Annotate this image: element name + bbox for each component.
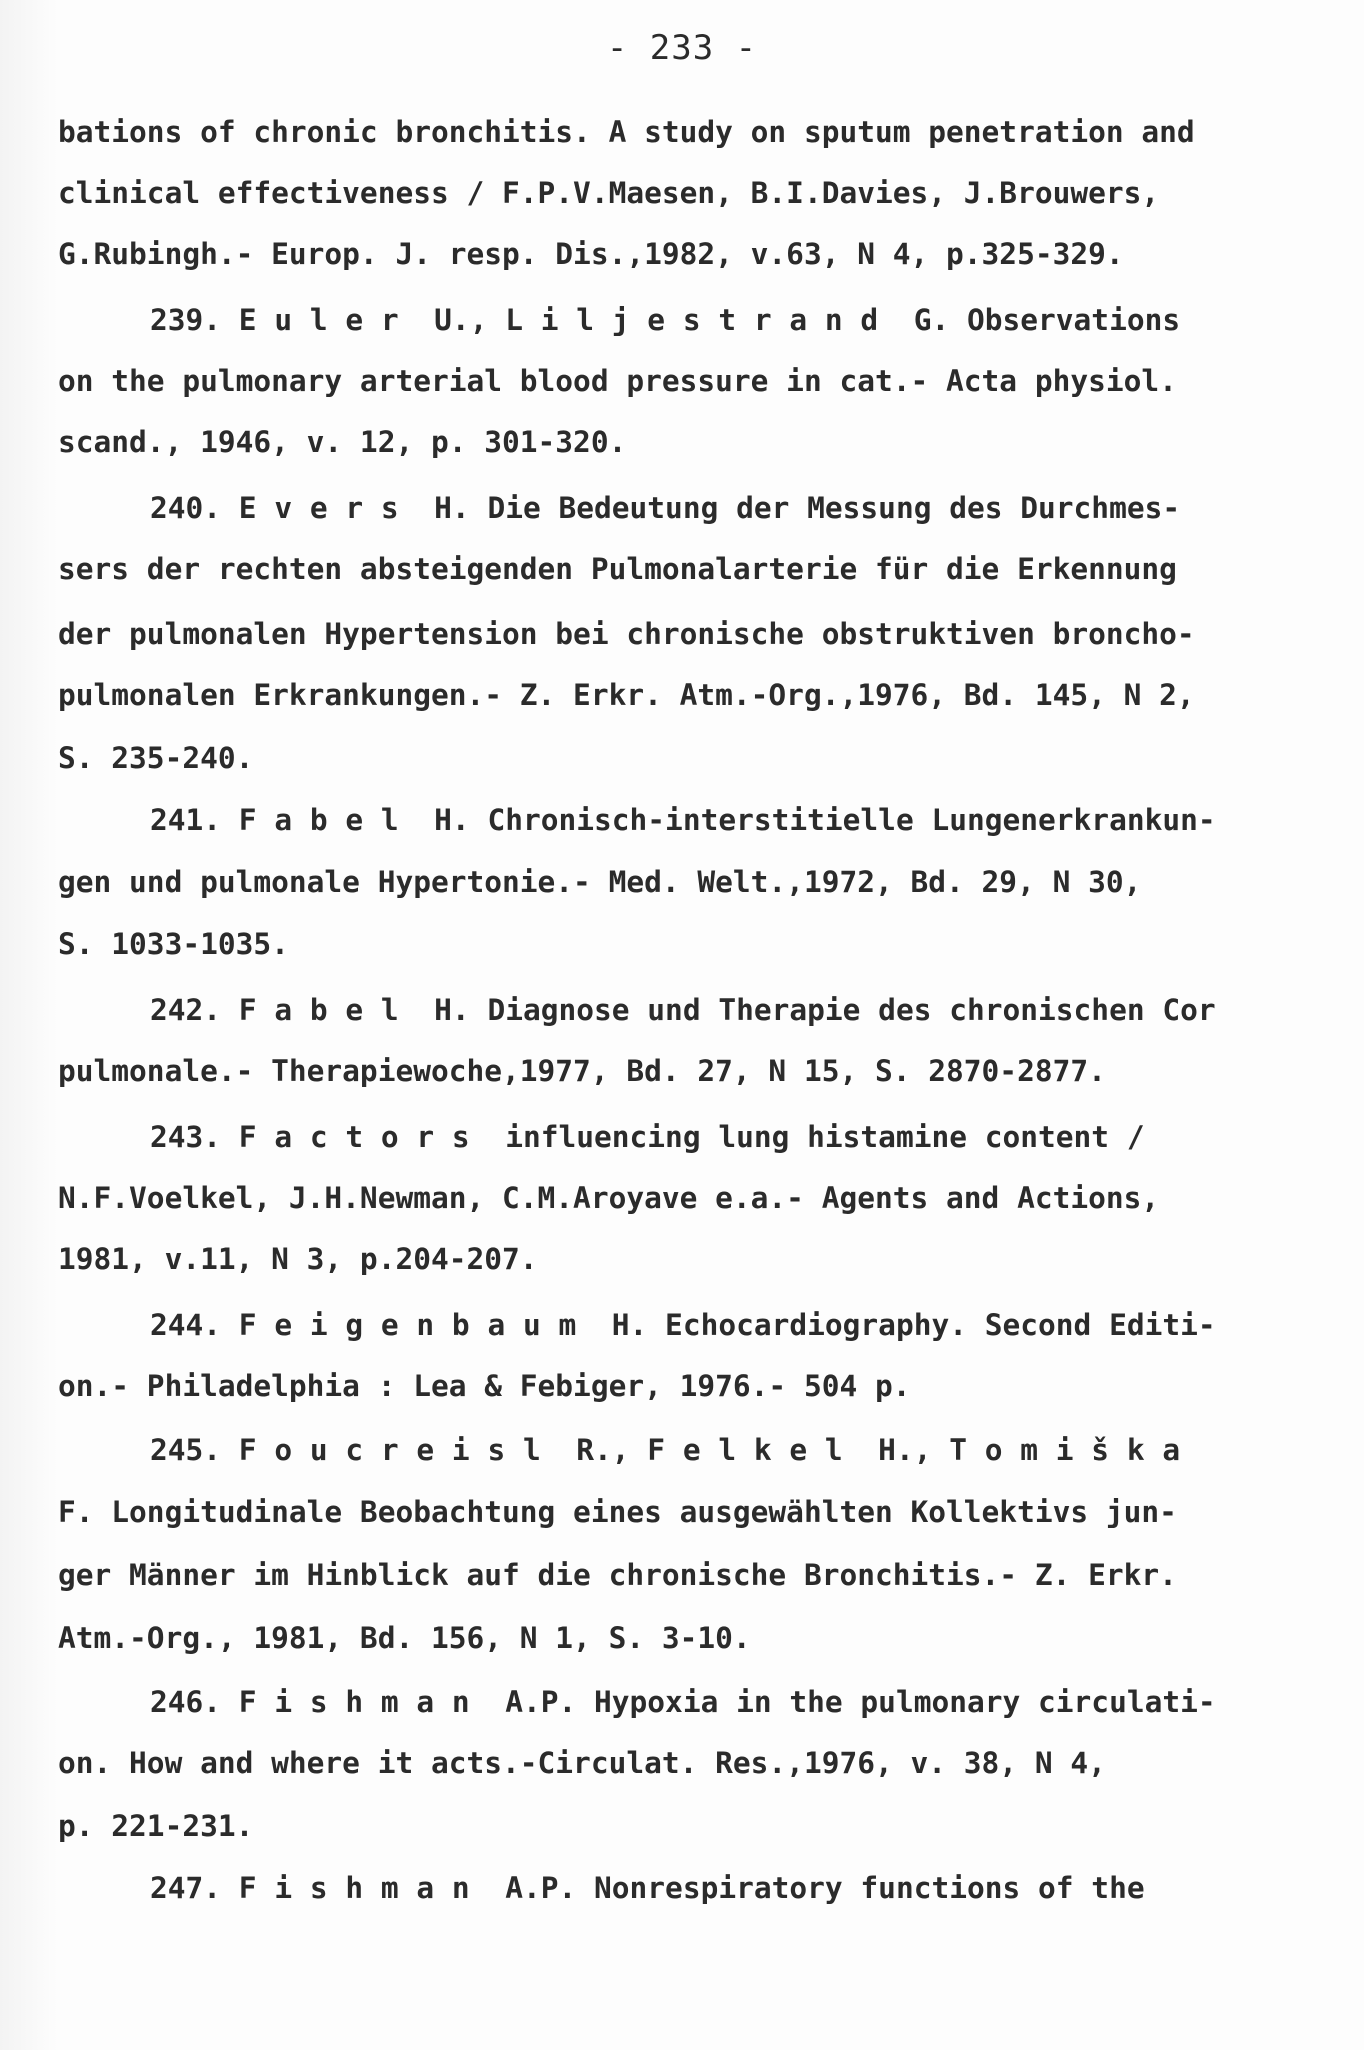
text-line: Atm.-Org., 1981, Bd. 156, N 1, S. 3-10. — [58, 1621, 751, 1655]
bibliography-entry-246: 246. F i s h m a n A.P. Hypoxia in the pulmonary circulati- — [150, 1685, 1216, 1719]
bibliography-entry-241: 241. F a b e l H. Chronisch-interstitielle Lungenerkrankun- — [150, 803, 1216, 837]
text-line: pulmonale.- Therapiewoche,1977, Bd. 27, N 15, S. 2870-2877. — [58, 1054, 1106, 1088]
text-line: S. 235-240. — [58, 741, 254, 775]
bibliography-entry-239: 239. E u l e r U., L i l j e s t r a n d G. Observations — [150, 303, 1181, 337]
text-line: p. 221-231. — [58, 1809, 254, 1843]
text-line: G.Rubingh.- Europ. J. resp. Dis.,1982, v.63, N 4, p.325-329. — [58, 237, 1124, 271]
bibliography-entry-244: 244. F e i g e n b a u m H. Echocardiography. Second Editi- — [150, 1308, 1216, 1342]
text-line: bations of chronic bronchitis. A study on sputum penetration and — [58, 115, 1195, 149]
text-line: ger Männer im Hinblick auf die chronische Bronchitis.- Z. Erkr. — [58, 1558, 1177, 1592]
text-line: on the pulmonary arterial blood pressure in cat.- Acta physiol. — [58, 364, 1177, 398]
bibliography-entry-245: 245. F o u c r e i s l R., F e l k e l H., T o m i š k a — [150, 1433, 1181, 1467]
text-line: 1981, v.11, N 3, p.204-207. — [58, 1242, 538, 1276]
text-line: scand., 1946, v. 12, p. 301-320. — [58, 425, 627, 459]
text-line: F. Longitudinale Beobachtung eines ausgewählten Kollektivs jun- — [58, 1495, 1177, 1529]
text-line: N.F.Voelkel, J.H.Newman, C.M.Aroyave e.a.- Agents and Actions, — [58, 1181, 1160, 1215]
page-number: - 233 - — [606, 28, 758, 68]
bibliography-entry-247: 247. F i s h m a n A.P. Nonrespiratory functions of the — [150, 1871, 1145, 1905]
text-line: on.- Philadelphia : Lea & Febiger, 1976.- 504 p. — [58, 1369, 911, 1403]
bibliography-entry-240: 240. E v e r s H. Die Bedeutung der Messung des Durchmes- — [150, 491, 1181, 525]
text-line: der pulmonalen Hypertension bei chronische obstruktiven broncho- — [58, 617, 1195, 651]
bibliography-entry-243: 243. F a c t o r s influencing lung histamine content / — [150, 1120, 1145, 1154]
bibliography-entry-242: 242. F a b e l H. Diagnose und Therapie des chronischen Cor — [150, 993, 1216, 1027]
text-line: on. How and where it acts.-Circulat. Res.,1976, v. 38, N 4, — [58, 1746, 1106, 1780]
text-line: S. 1033-1035. — [58, 927, 289, 961]
text-line: pulmonalen Erkrankungen.- Z. Erkr. Atm.-Org.,1976, Bd. 145, N 2, — [58, 678, 1195, 712]
text-line: clinical effectiveness / F.P.V.Maesen, B.I.Davies, J.Brouwers, — [58, 176, 1160, 210]
text-line: gen und pulmonale Hypertonie.- Med. Welt.,1972, Bd. 29, N 30, — [58, 865, 1142, 899]
text-line: sers der rechten absteigenden Pulmonalarterie für die Erkennung — [58, 552, 1177, 586]
scan-left-margin — [0, 0, 58, 2050]
